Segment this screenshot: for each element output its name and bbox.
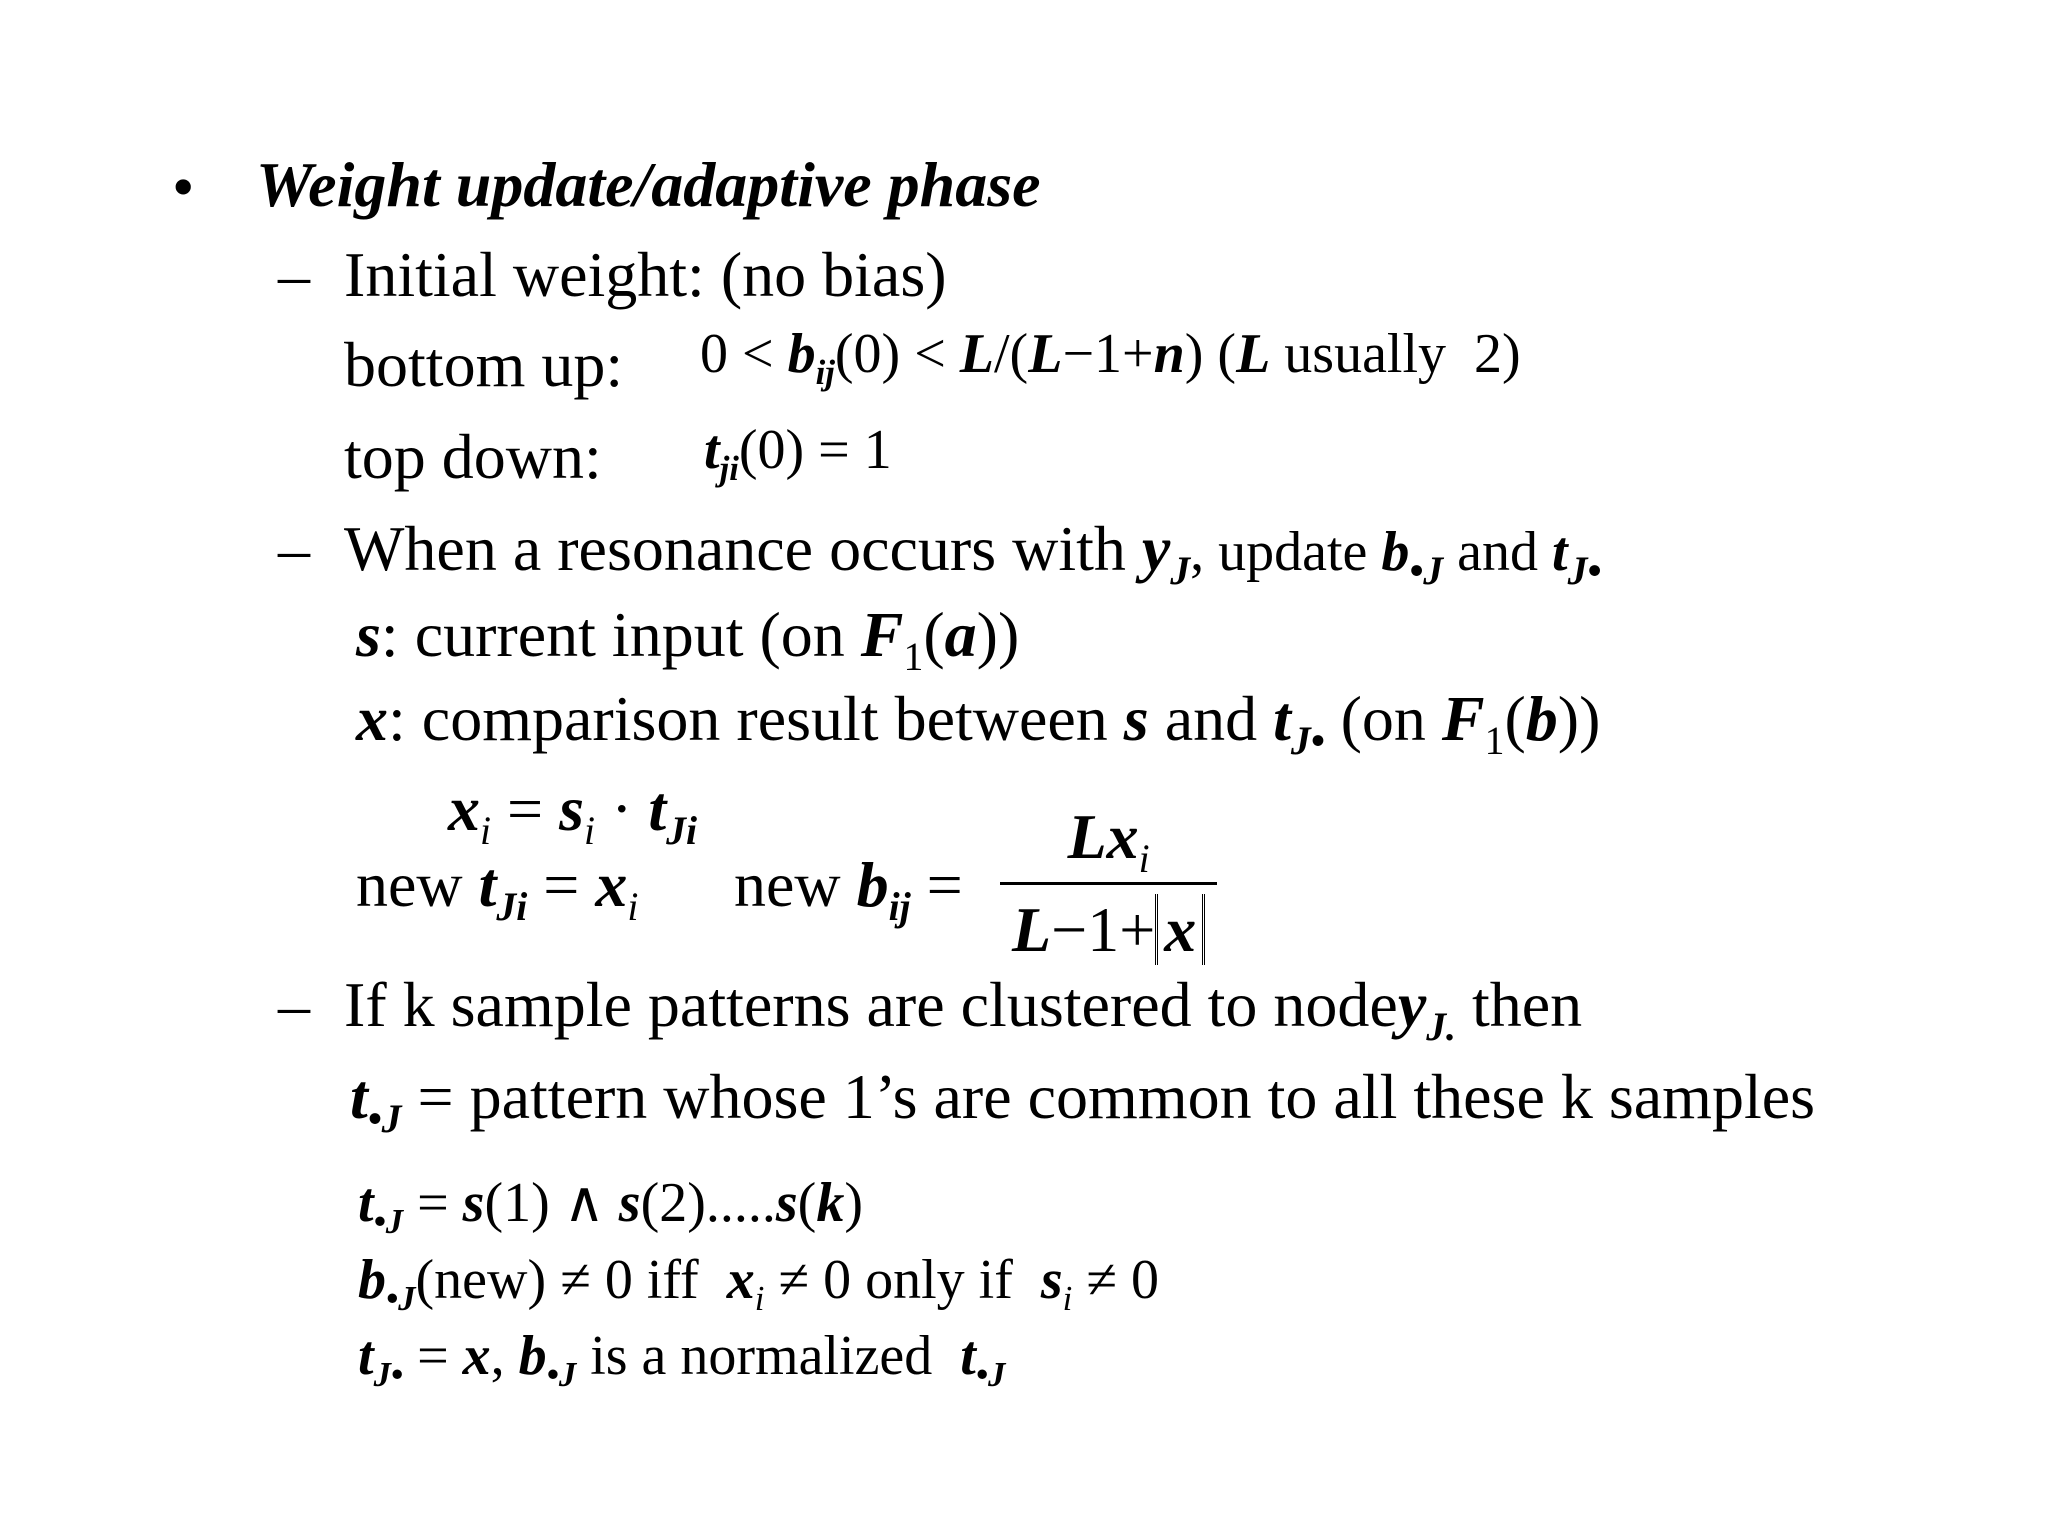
item-resonance: When a resonance occurs with $y_J$, update $b_{•J}$ and $t_{J•}$ — [344, 513, 1602, 593]
x-def-text-3: (on — [1324, 683, 1442, 754]
new-b-fraction: $\frac{Lx_i}{L-1+ x}$ — [1000, 800, 1217, 967]
s-def-text: : current input (on — [380, 599, 861, 670]
x-def-text-2: and — [1148, 683, 1274, 754]
item-dash-3: – — [278, 969, 310, 1040]
bottom-2-text-2: ≠ 0 only if — [778, 1249, 1013, 1311]
clustered-text-1: If k sample patterns are clustered to node — [344, 969, 1398, 1040]
bottom-up-label: bottom up: — [344, 329, 624, 400]
bottom-formula-2: $b_{•J}(new) \ne 0$ iff $x_i \ne 0$ only if $s_i \ne 0$ — [358, 1249, 1160, 1319]
resonance-text-1: When a resonance occurs with — [344, 513, 1142, 584]
s-definition: s: current input (on $F_1(a)$) — [356, 599, 1020, 679]
bottom-up-formula: $0 < b_{ij}(0) < L/(L-1+n)$ (L usually 2) — [700, 323, 1521, 393]
new-label-1: new — [356, 849, 463, 920]
pattern-line: $t_{•J}$ = pattern whose 1’s are common to all these k samples — [350, 1061, 1816, 1141]
resonance-text-2: , update — [1190, 521, 1382, 583]
clustered-text-2: then — [1455, 969, 1583, 1040]
item-dash-1: – — [278, 239, 310, 310]
bottom-formula-3: $t_{J•} = x$, $b_{•J}$ is a normalized $t_{•J}$ — [358, 1325, 1006, 1395]
xi-formula: $x_i = s_i \cdot t_{Ji}$ — [448, 773, 698, 853]
bottom-formula-1: $t_{•J} = s(1)$ ∧ s(2).....s(k) — [358, 1172, 863, 1242]
bottom-2-text-3: ≠ 0 — [1086, 1249, 1160, 1311]
new-t-formula: new $t_{Ji} = x_i$ — [356, 849, 639, 929]
x-definition: x: comparison result between s and $t_{J•}$ (on $F_1(b)$) — [356, 683, 1601, 763]
pattern-text: = pattern whose 1’s are common to all these k samples — [401, 1061, 1816, 1132]
resonance-text-3: and — [1443, 521, 1552, 583]
x-def-text-1: : comparison result between — [388, 683, 1124, 754]
heading-title: Weight update/adaptive phase — [256, 149, 1041, 220]
bottom-2-text-1: (new) ≠ 0 iff — [415, 1249, 699, 1311]
heading-bullet: • — [172, 151, 195, 222]
bottom-3-text: is a normalized — [590, 1325, 933, 1387]
new-label-2: new — [734, 849, 841, 920]
new-b-formula: new $b_{ij}$ = — [734, 849, 963, 929]
top-down-label: top down: — [344, 421, 602, 492]
item-clustered: If k sample patterns are clustered to nodey$_{J.}$ then — [344, 969, 1583, 1049]
top-down-formula: $t_{ji}(0) = 1$ — [704, 419, 892, 489]
item-initial-weight: Initial weight: (no bias) — [344, 239, 947, 310]
item-dash-2: – — [278, 513, 310, 584]
